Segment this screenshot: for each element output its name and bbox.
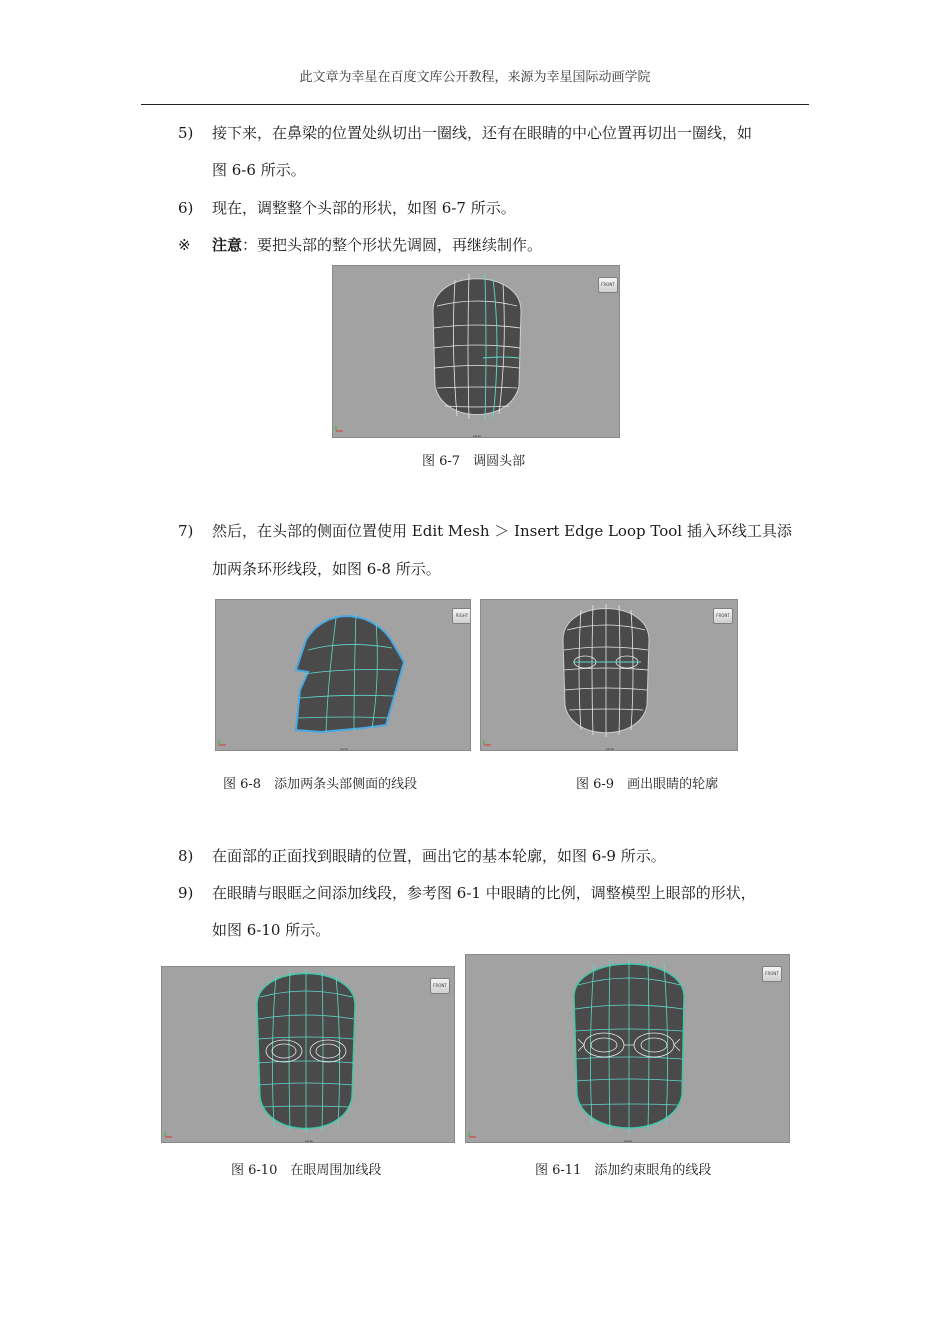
axis-gizmo-icon: [164, 1132, 174, 1138]
view-button[interactable]: FRONT: [713, 608, 733, 624]
mesh-side-profile: [216, 600, 471, 751]
page-header: 此文章为幸星在百度文库公开教程，来源为幸星国际动画学院: [299, 70, 651, 85]
step-text-line: 加两条环形线段，如图 6-8 所示。: [212, 560, 441, 578]
step-text-line: 然后，在头部的侧面位置使用 Edit Mesh ＞ Insert Edge Loop Tool 插入环线工具添: [212, 522, 792, 540]
note-text: ：要把头部的整个形状先调圆，再继续制作。: [242, 236, 543, 254]
figure-caption: 图 6-10 在眼周围加线段: [231, 1163, 382, 1178]
mesh-front-eye-outline: [481, 600, 738, 751]
figure-caption: 图 6-8 添加两条头部侧面的线段: [223, 777, 418, 792]
view-button[interactable]: FRONT: [762, 966, 782, 982]
axis-gizmo-icon: [468, 1132, 478, 1138]
note-mark: ※: [178, 236, 191, 254]
view-button[interactable]: FRONT: [430, 978, 450, 994]
viewport-figure-6-7: [332, 265, 620, 438]
view-button[interactable]: FRONT: [598, 277, 618, 293]
figure-caption: 图 6-7 调圆头部: [422, 454, 526, 469]
mesh-front-rounded: [333, 266, 620, 438]
step-number: 5): [178, 124, 194, 142]
figure-caption: 图 6-11 添加约束眼角的线段: [535, 1163, 712, 1178]
mesh-front-eye-loops: [162, 967, 455, 1143]
note-line: [212, 236, 542, 255]
camera-label: persp: [605, 747, 615, 751]
mesh-front-eye-corners: [466, 955, 790, 1143]
step-text-line: 在眼睛与眼眶之间添加线段，参考图 6-1 中眼睛的比例，调整模型上眼部的形状，: [212, 884, 756, 902]
axis-gizmo-icon: [483, 740, 493, 746]
camera-label: persp: [339, 747, 349, 751]
viewport-figure-6-8: [215, 599, 471, 751]
step-text-line: 如图 6-10 所示。: [212, 921, 331, 939]
note-label: 注意: [212, 236, 243, 254]
step-text-line: 接下来，在鼻梁的位置处纵切出一圈线，还有在眼睛的中心位置再切出一圈线，如: [212, 124, 753, 142]
axis-gizmo-icon: [218, 740, 228, 746]
step-text-line: 在面部的正面找到眼睛的位置，画出它的基本轮廓，如图 6-9 所示。: [212, 847, 666, 865]
step-number: 7): [178, 522, 194, 540]
axis-gizmo-icon: [335, 426, 345, 432]
camera-label: persp: [623, 1139, 633, 1143]
viewport-figure-6-9: [480, 599, 738, 751]
step-number: 6): [178, 199, 194, 217]
step-number: 9): [178, 884, 194, 902]
camera-label: persp: [304, 1139, 314, 1143]
figure-caption: 图 6-9 画出眼睛的轮廓: [576, 777, 719, 792]
view-button[interactable]: RIGHT: [452, 608, 471, 624]
step-text-line: 现在，调整整个头部的形状，如图 6-7 所示。: [212, 199, 516, 217]
camera-label: persp: [472, 434, 482, 438]
step-text-line: 图 6-6 所示。: [212, 161, 306, 179]
viewport-figure-6-10: [161, 966, 455, 1143]
step-number: 8): [178, 847, 194, 865]
header-divider: [141, 104, 809, 105]
viewport-figure-6-11: [465, 954, 790, 1143]
